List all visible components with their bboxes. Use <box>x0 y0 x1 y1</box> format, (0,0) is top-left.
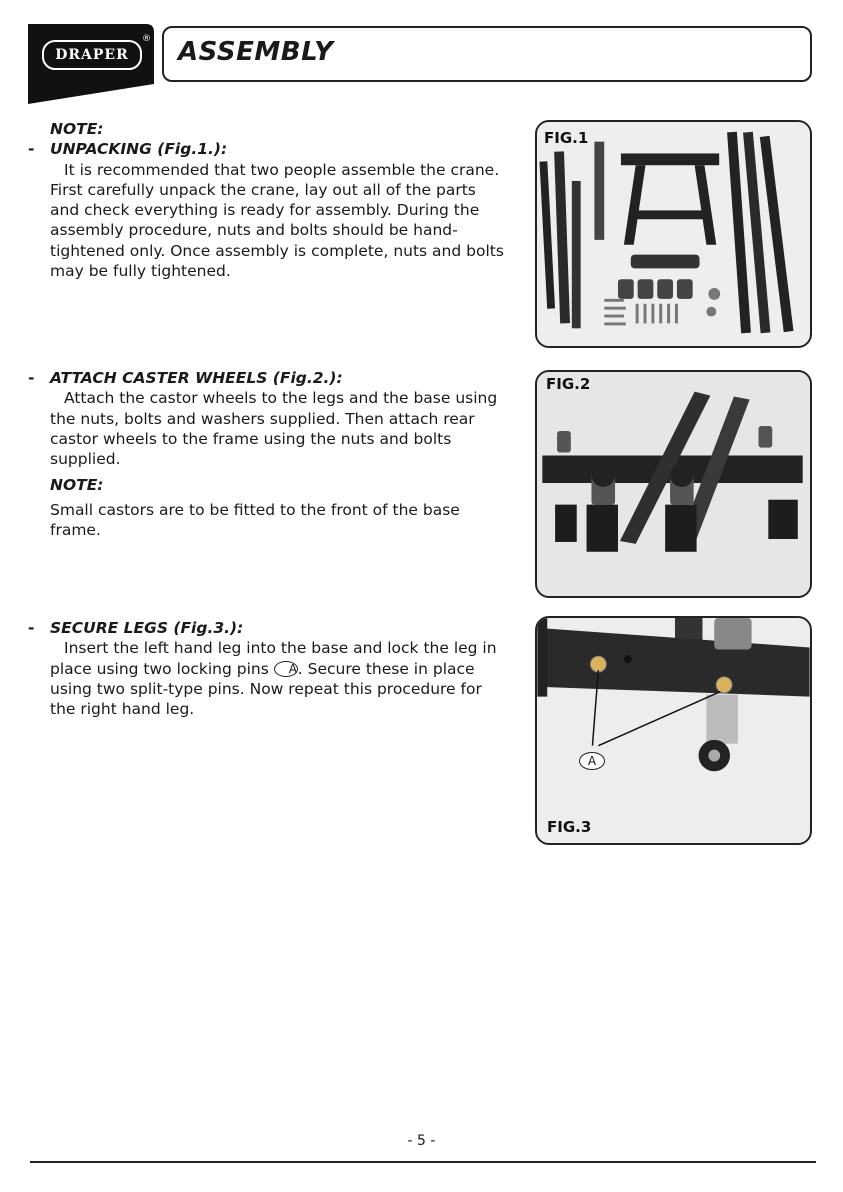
note-label: NOTE: <box>50 120 104 138</box>
figure-1-label: FIG.1 <box>544 129 589 147</box>
figure-2-label: FIG.2 <box>546 375 591 393</box>
logo-tab <box>28 24 154 104</box>
body-text-after: . Secure these in place using two split-type pins. Now repeat this procedure for the right hand leg. <box>50 659 482 719</box>
heading-secure-legs: SECURE LEGS (Fig.3.): <box>50 619 244 637</box>
fig3-callout-a: A <box>579 752 605 770</box>
body-caster-wheels: Attach the castor wheels to the legs and the base using the nuts, bolts and washers supplied. Then attach rear castor wheels to the frame using the nuts and bolts supplied. <box>50 389 498 469</box>
note-label: NOTE: <box>50 476 104 495</box>
body-secure-legs <box>50 638 506 719</box>
heading-unpacking: UNPACKING (Fig.1.): <box>50 140 228 159</box>
section-unpacking <box>28 119 506 281</box>
figure-3 <box>535 616 812 845</box>
callout-a: A <box>274 661 298 677</box>
bullet: - <box>28 619 35 637</box>
bullet: - <box>28 369 35 387</box>
note-text: Small castors are to be fitted to the front of the base frame. <box>50 500 460 540</box>
figure-3-photo <box>537 618 810 843</box>
bullet: - <box>28 140 35 159</box>
figure-3-label: FIG.3 <box>547 818 592 836</box>
body-text-before: Insert the left hand leg into the base and lock the leg in place using two locking pins <box>50 639 497 678</box>
section-secure-legs <box>28 618 506 719</box>
title-box <box>162 26 812 82</box>
figure-1 <box>535 120 812 348</box>
section-caster-wheels <box>28 368 506 540</box>
page-number: - 5 - <box>407 1133 436 1149</box>
figure-1-photo <box>537 122 810 346</box>
figure-2-photo <box>537 372 810 596</box>
body-unpacking: It is recommended that two people assemble the crane. First carefully unpack the crane, lay out all of the parts and check everything is ready for assembly. During the assembly procedure, nuts and bolts should be hand-tightened only. Once assembly is complete, nuts and bolts may be fully tightened. <box>50 160 504 281</box>
registered-mark: ® <box>142 34 151 44</box>
heading-caster-wheels: ATTACH CASTER WHEELS (Fig.2.): <box>50 369 343 387</box>
footer-divider <box>30 1161 816 1163</box>
figure-2 <box>535 370 812 598</box>
page-title: ASSEMBLY <box>178 37 334 67</box>
draper-logo: DRAPER <box>42 40 142 70</box>
